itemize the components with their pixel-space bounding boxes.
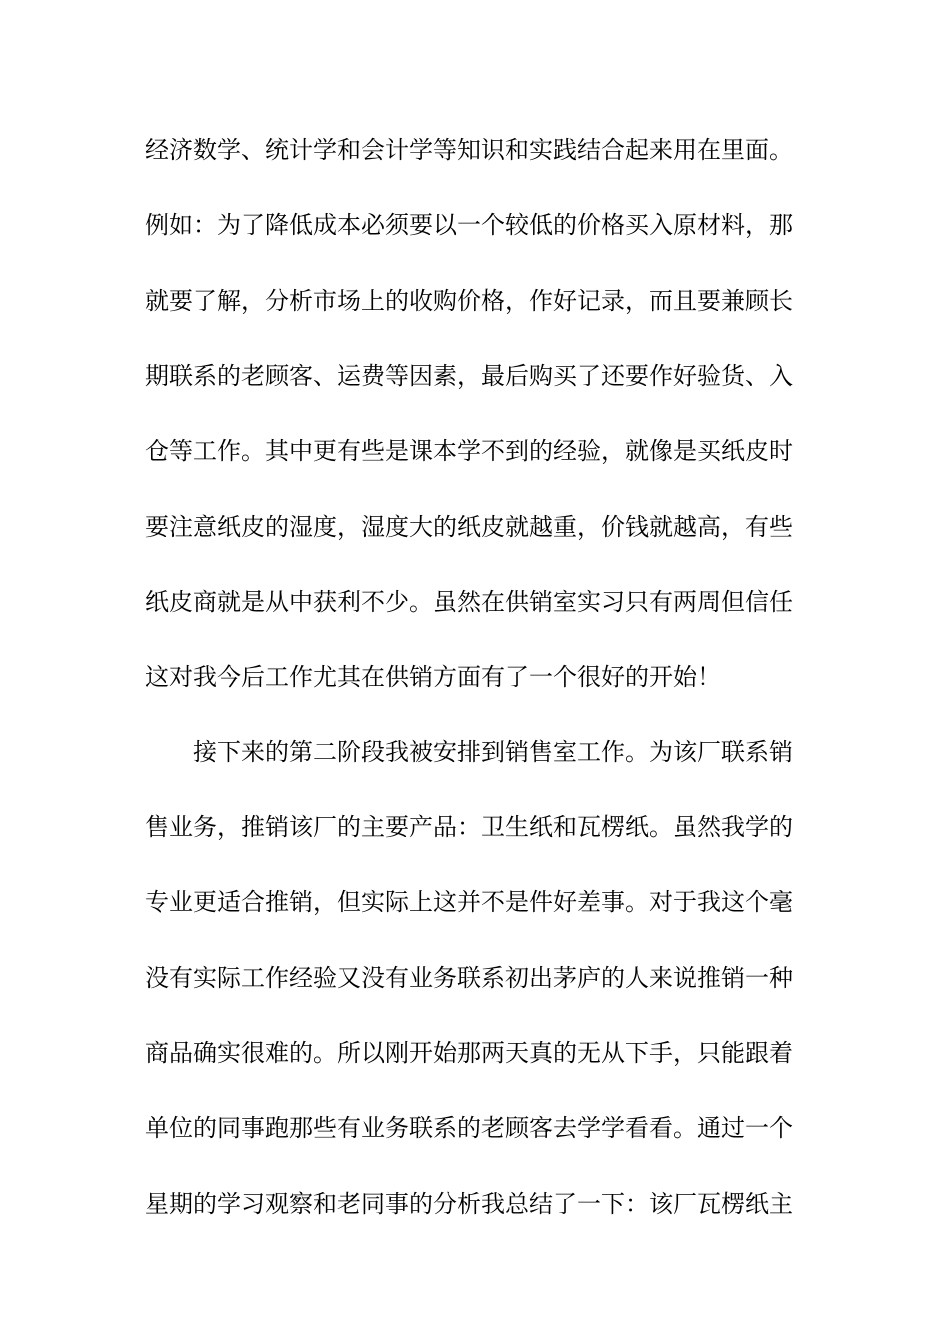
text-line: 商品确实很难的。所以刚开始那两天真的无从下手，只能跟着 <box>145 1039 793 1067</box>
text-line: 单位的同事跑那些有业务联系的老顾客去学学看看。通过一个 <box>145 1114 793 1142</box>
text-line: 例如：为了降低成本必须要以一个较低的价格买入原材料，那 <box>145 211 793 239</box>
text-line: 星期的学习观察和老同事的分析我总结了一下：该厂瓦楞纸主 <box>145 1190 793 1218</box>
text-line: 专业更适合推销，但实际上这并不是件好差事。对于我这个毫 <box>145 888 793 916</box>
text-line: 期联系的老顾客、运费等因素，最后购买了还要作好验货、入 <box>145 362 793 390</box>
text-line: 纸皮商就是从中获利不少。虽然在供销室实习只有两周但信任 <box>145 588 793 616</box>
text-line: 就要了解，分析市场上的收购价格，作好记录，而且要兼顾长 <box>145 287 793 315</box>
text-line: 仓等工作。其中更有些是课本学不到的经验，就像是买纸皮时 <box>145 437 793 465</box>
paragraph-start-line: 接下来的第二阶段我被安排到销售室工作。为该厂联系销 <box>193 738 793 766</box>
text-line: 没有实际工作经验又没有业务联系初出茅庐的人来说推销一种 <box>145 964 793 992</box>
text-line: 经济数学、统计学和会计学等知识和实践结合起来用在里面。 <box>145 136 793 164</box>
text-line: 这对我今后工作尤其在供销方面有了一个很好的开始！ <box>145 663 721 691</box>
text-line: 售业务，推销该厂的主要产品：卫生纸和瓦楞纸。虽然我学的 <box>145 813 793 841</box>
text-line: 要注意纸皮的湿度，湿度大的纸皮就越重，价钱就越高，有些 <box>145 513 793 541</box>
